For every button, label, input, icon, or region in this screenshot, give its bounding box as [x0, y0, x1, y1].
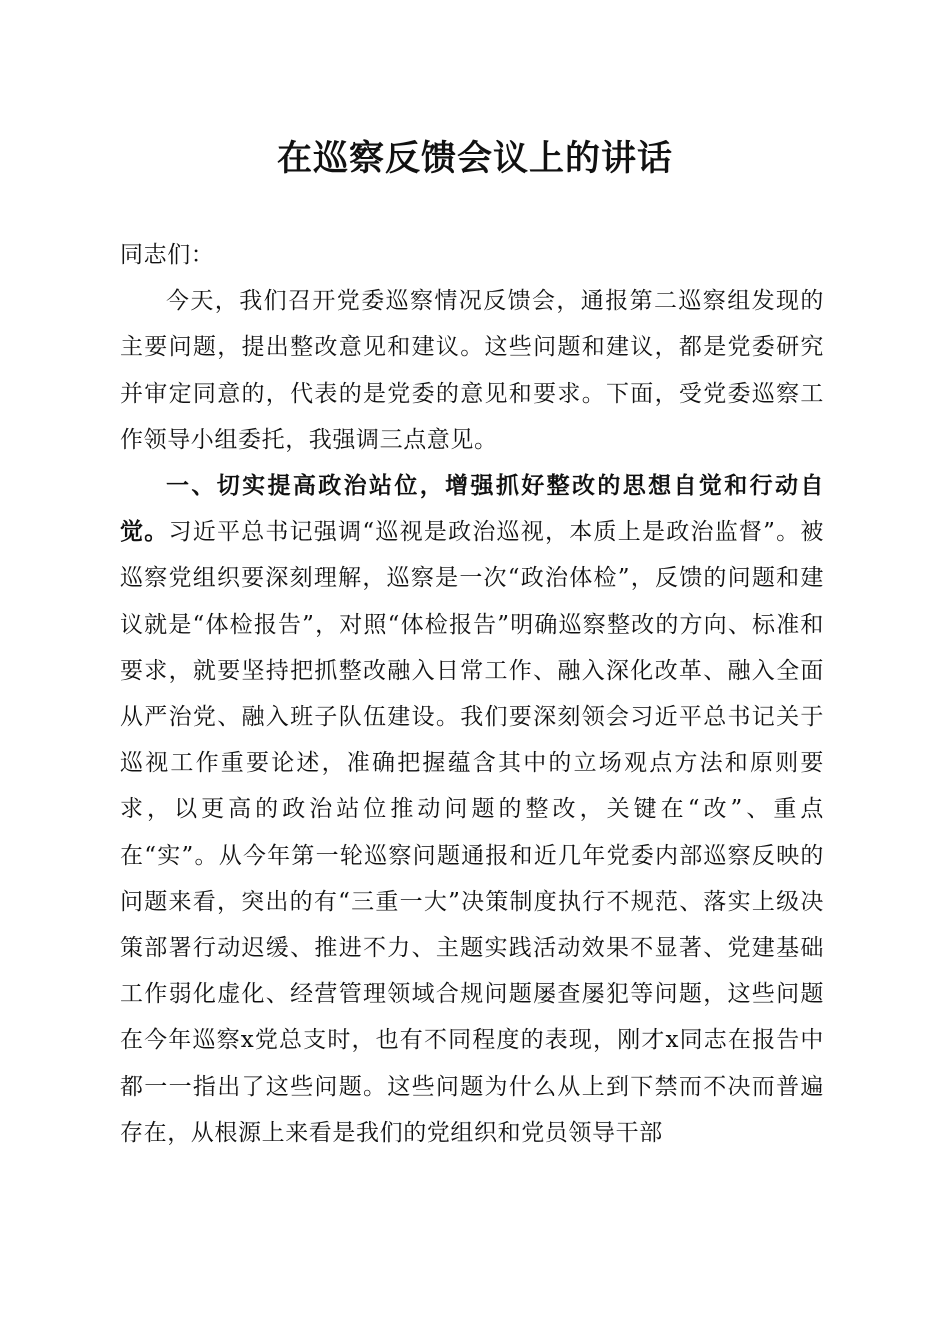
section-one-paragraph	[120, 463, 824, 1156]
intro-paragraph: 今天，我们召开党委巡察情况反馈会，通报第二巡察组发现的主要问题，提出整改意见和建议。这些问题和建议，都是党委研究并审定同意的，代表的是党委的意见和要求。下面，受党委巡察工作领导小组委托，我强调三点意见。	[120, 288, 824, 453]
section-one-heading: 一、切实提高政治站位，增强抓好整改的思想自觉和行动自觉。	[120, 473, 824, 546]
page-title: 在巡察反馈会议上的讲话	[276, 138, 673, 179]
section-one-body: 习近平总书记强调“巡视是政治巡视，本质上是政治监督”。被巡察党组织要深刻理解，巡察是一次“政治体检”，反馈的问题和建议就是“体检报告”，对照“体检报告”明确巡察整改的方向、标准和要求，就要坚持把抓整改融入日常工作、融入深化改革、融入全面从严治党、融入班子队伍建设。我们要深刻领会习近平总书记关于巡视工作重要论述，准确把握蕴含其中的立场观点方法和原则要求，以更高的政治站位推动问题的整改，关键在“改”、重点在“实”。从今年第一轮巡察问题通报和近几年党委内部巡察反映的问题来看，突出的有“三重一大”决策制度执行不规范、落实上级决策部署行动迟缓、推进不力、主题实践活动效果不显著、党建基础工作弱化虚化、经营管理领域合规问题屡查屡犯等问题，这些问题在今年巡察x党总支时，也有不同程度的表现，刚才x同志在报告中都一一指出了这些问题。这些问题为什么从上到下禁而不决而普遍存在，从根源上来看是我们的党组织和党员领导干部	[120, 519, 824, 1146]
salutation: 同志们：	[120, 242, 215, 268]
document-body	[120, 232, 824, 1156]
